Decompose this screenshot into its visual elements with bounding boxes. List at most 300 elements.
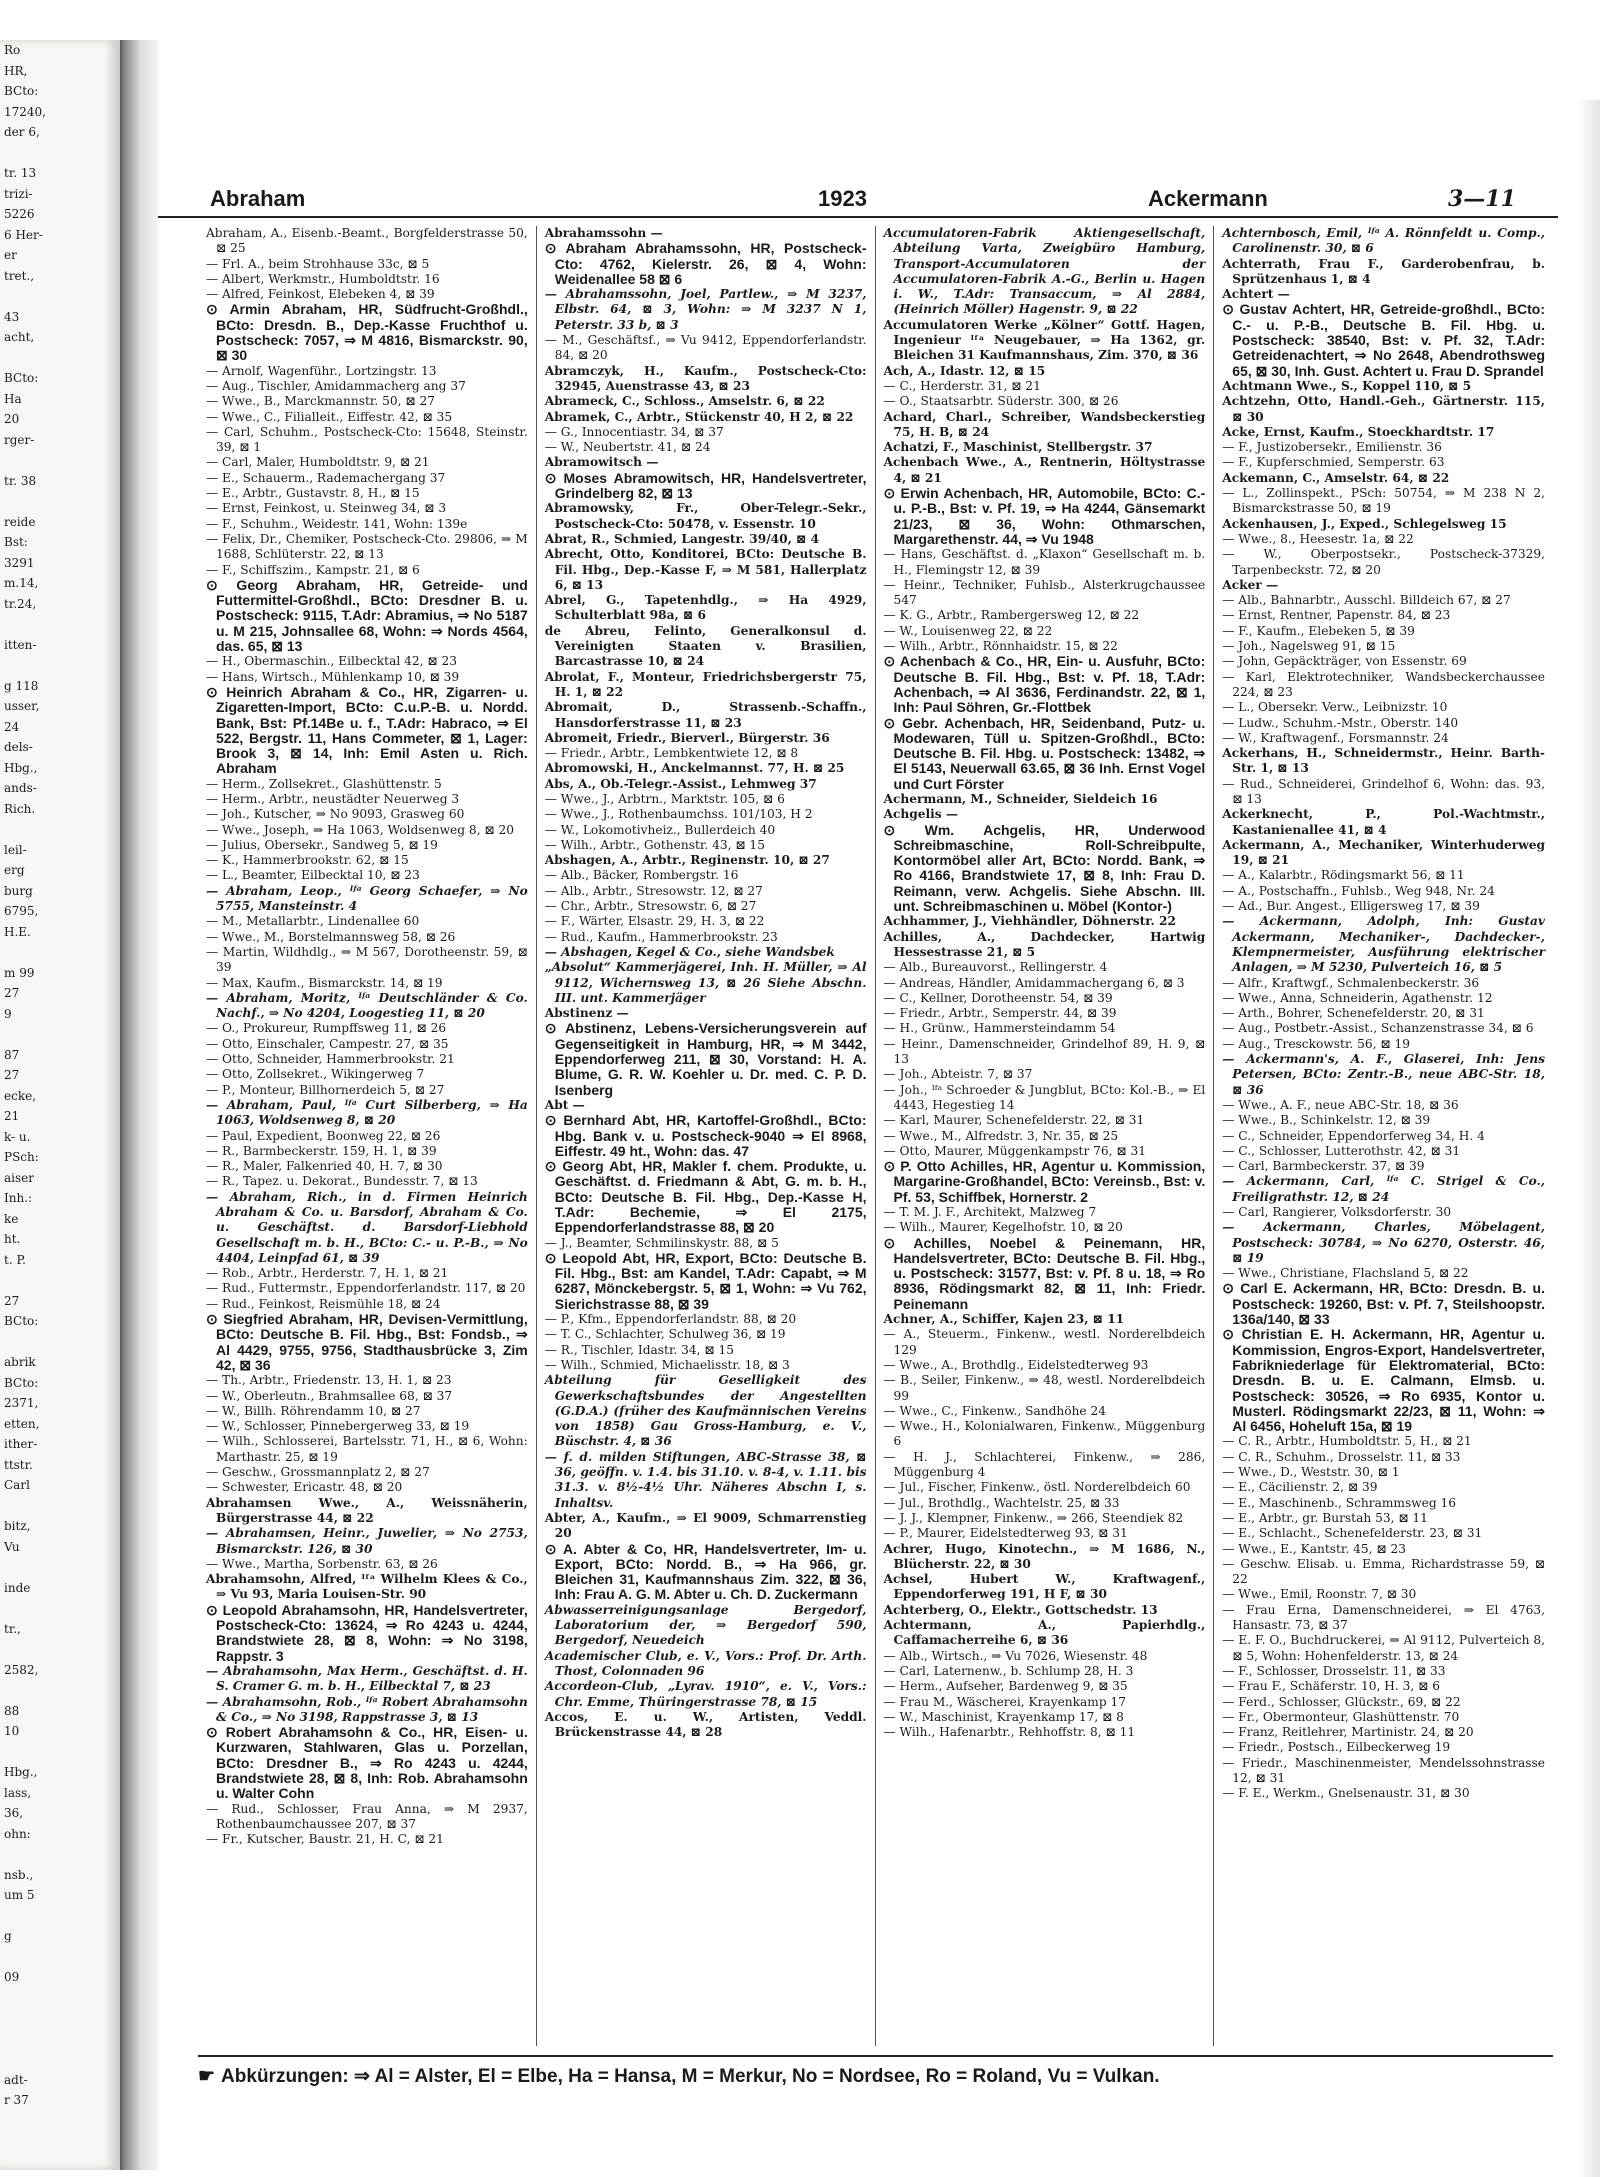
abbreviations-footer — [198, 2055, 1553, 2089]
facing-page-fragment: ohn: — [4, 1826, 31, 1841]
facing-page-fragment: dels- — [4, 740, 33, 754]
directory-entry: Abrolat, F., Monteur, Friedrichsbergerstr 75, H. 1, ⊠ 22 — [544, 669, 867, 699]
directory-entry: Accumulatoren-Fabrik Aktiengesellschaft, Abteilung Varta, Zweigbüro Hamburg, Transport-Accumulatoren der Accumulatoren-Fabrik A.-G., Berlin u. Hagen i. W., T.Adr: Transaccum, ⇒ Al 2884, (Heinrich Möller) Hagenstr. 9, ⊠ 22 — [883, 226, 1206, 317]
directory-entry: — Abrahamsen, Heinr., Juwelier, ⇒ No 2753, Bismarckstr. 126, ⊠ 30 — [206, 1526, 528, 1556]
facing-page-fragment: 21 — [4, 1109, 20, 1123]
directory-entry: — Otto, Einschaler, Campestr. 27, ⊠ 35 — [206, 1036, 449, 1051]
facing-page-fragment — [0, 942, 120, 963]
facing-page-fragment: ke — [4, 1211, 19, 1226]
directory-entry: — Abraham, Rich., in d. Firmen Heinrich Abraham & Co. u. Barsdorf, Abraham & Co. u. Geschäftst. d. Barsdorf-Liebhold Gesellschaft m. b. H., BCto: C.- u. P.-B., ⇒ No 4404, Leinpfad 61, ⊠ 39 — [206, 1189, 528, 1265]
directory-entry: — Herm., Arbtr., neustädter Neuerweg 3 — [206, 791, 460, 806]
directory-entry: — Wwe., J., Rothenbaumchss. 101/103, H 2 — [544, 807, 813, 822]
facing-page-fragment: ht. — [4, 1232, 21, 1246]
directory-entry: — Otto, Schneider, Hammerbrookstr. 21 — [206, 1052, 455, 1067]
directory-entry: — O., Staatsarbtr. Süderstr. 300, ⊠ 26 — [883, 394, 1119, 409]
facing-page-fragment: 27 — [4, 1068, 20, 1082]
directory-entry: — W., Louisenweg 22, ⊠ 22 — [883, 623, 1053, 638]
facing-page-fragment: BCto: — [4, 1375, 39, 1390]
directory-entry: — Friedr., Maschinenmeister, Mendelssohnstrasse 12, ⊠ 31 — [1222, 1755, 1545, 1785]
directory-entry: — Alb., Wirtsch., ⇒ Vu 7026, Wiesenstr. 48 — [883, 1648, 1148, 1663]
directory-entry: Achhammer, J., Viehhändler, Döhnerstr. 22 — [883, 914, 1176, 929]
directory-entry: Abraham, A., Eisenb.-Beamt., Borgfelderstrasse 50, ⊠ 25 — [206, 226, 528, 256]
facing-page-fragment — [0, 1844, 120, 1865]
directory-entry: Abt — — [544, 1097, 585, 1112]
facing-page-fragment: ttstr. — [4, 1457, 33, 1472]
directory-entry: Achsel, Hubert W., Kraftwagenf., Eppendorferweg 191, H F, ⊠ 30 — [883, 1572, 1206, 1602]
directory-entry: — Friedr., Arbtr., Semperstr. 44, ⊠ 39 — [883, 1006, 1117, 1021]
directory-entry: Abromait, D., Strassenb.-Schaffn., Hansdorferstrasse 11, ⊠ 23 — [544, 700, 867, 730]
directory-entry: Abrameck, C., Schloss., Amselstr. 6, ⊠ 22 — [544, 394, 825, 409]
directory-entry: — Fr., Obermonteur, Glashüttenstr. 70 — [1222, 1709, 1460, 1724]
facing-page-fragment: adt- — [4, 2072, 28, 2087]
directory-entry: Abs, A., Ob.-Telegr.-Assist., Lehmweg 37 — [544, 776, 817, 791]
directory-entry: Achard, Charl., Schreiber, Wandsbeckerstieg 75, H. B, ⊠ 24 — [883, 409, 1206, 439]
directory-entry: — Ackermann's, A. F., Glaserei, Inh: Jens Petersen, BCto: Zentr.-B., neue ABC-Str. 18, ⊠ 36 — [1222, 1052, 1545, 1097]
facing-page-fragment — [0, 1598, 120, 1619]
facing-page-fragment: lass, — [4, 1785, 32, 1800]
directory-entry: — f. d. milden Stiftungen, ABC-Strasse 38, ⊠ 36, geöffn. v. 1.4. bis 31.10. v. 8-4, v. 1.11. bis 31.3. v. 8½-4½ Uhr. Näheres Abschn I, s. Inhaltsv. — [544, 1449, 867, 1510]
directory-entry: — Felix, Dr., Chemiker, Postscheck-Cto. 29806, ⇒ M 1688, Schlüterstr. 22, ⊠ 13 — [206, 531, 528, 562]
directory-entry: ⊙ Achilles, Noebel & Peinemann, HR, Handelsvertreter, BCto: Deutsche B. Fil. Hbg., u. Postscheck: 31577, Bst: v. Pf. 8 u. 18, ⇒ Ro 8936, Rödingsmarkt 82, ⊠ 11, Inh: Friedr. Peinemann — [883, 1234, 1206, 1312]
directory-entry: ⊙ Gebr. Achenbach, HR, Seidenband, Putz- u. Modewaren, Tüll u. Spitzen-Großhdl., BCto: Deutsche B. Fil. Hbg. u. Postscheck: 13482, ⇒ El 5143, Neuerwall 63.65, ⊠ 36 Inh. Ernst Vogel und Curt Förster — [883, 714, 1206, 792]
directory-entry: — W., Billh. Röhrendamm 10, ⊠ 27 — [206, 1403, 421, 1418]
column-3 — [876, 226, 1215, 2046]
directory-entry: — A., Kalarbtr., Rödingsmarkt 56, ⊠ 11 — [1222, 868, 1465, 883]
directory-entry: ⊙ Georg Abraham, HR, Getreide- und Futtermittel-Großhdl., BCto: Dresdner B. u. Postscheck: 9115, T.Adr: Abramius, ⇒ No 5187 u. M 215, Johnsallee 68, Wohn: ⇒ Nords 4564, das. 65, ⊠ 13 — [206, 576, 528, 655]
directory-entry: — C., Schneider, Eppendorferweg 34, H. 4 — [1222, 1128, 1485, 1143]
directory-entry: — Joh., Nagelsweg 91, ⊠ 15 — [1222, 639, 1396, 654]
directory-entry: Achner, A., Schiffer, Kajen 23, ⊠ 11 — [883, 1312, 1125, 1327]
directory-entry: ⊙ Leopold Abt, HR, Export, BCto: Deutsche B. Fil. Hbg., Bst: am Kandel, T.Adr: Capabt, ⇒ M 6287, Mönckebergstr. 5, ⊠ 1, Wohn: ⇒ Vu 762, Sierichstrasse 88, ⊠ 39 — [544, 1249, 867, 1312]
directory-entry: — K., Hammerbrookstr. 62, ⊠ 15 — [206, 853, 409, 868]
facing-page-fragment — [0, 1270, 120, 1291]
directory-entry: — Wilh., Maurer, Kegelhofstr. 10, ⊠ 20 — [883, 1220, 1123, 1235]
directory-entry: — Wwe., A., Brothdlg., Eidelstedterweg 93 — [883, 1357, 1149, 1372]
directory-entry: — Martin, Wildhdlg., ⇒ M 567, Dorotheenstr. 59, ⊠ 39 — [206, 944, 528, 975]
directory-entry: — Rud., Kaufm., Hammerbrookstr. 23 — [544, 929, 778, 944]
directory-entry: — Alfr., Kraftwgf., Schmalenbeckerstr. 36 — [1222, 975, 1480, 990]
column-4 — [1214, 226, 1553, 2046]
page-edge — [1578, 100, 1600, 2177]
directory-entry: — W., Oberleutn., Brahmsallee 68, ⊠ 37 — [206, 1388, 453, 1403]
directory-entry: Abromeit, Friedr., Bierverl., Bürgerstr. 36 — [544, 730, 830, 745]
directory-entry: — Wwe., J., Arbtrn., Marktstr. 105, ⊠ 6 — [544, 791, 785, 806]
directory-entry: — Abrahamsohn, Max Herm., Geschäftst. d. H. S. Cramer G. m. b. H., Eilbecktal 7, ⊠ 23 — [206, 1663, 528, 1694]
facing-page-fragment: 09 — [4, 1970, 20, 1984]
directory-entry: Ackermann, A., Mechaniker, Winterhuderweg 19, ⊠ 21 — [1222, 837, 1545, 868]
directory-entry: — A., Postschaffn., Fuhlsb., Weg 948, Nr. 24 — [1222, 883, 1495, 898]
directory-entry: — Wwe., Anna, Schneiderin, Agathenstr. 12 — [1222, 990, 1493, 1005]
directory-entry: — Heinr., Damenschneider, Grindelhof 89, H. 9, ⊠ 13 — [883, 1036, 1206, 1067]
facing-page-fragment — [0, 1742, 120, 1763]
facing-page-fragment: tr. 38 — [4, 473, 37, 488]
facing-page-fragment — [0, 655, 120, 676]
directory-entry: — Geschw. Elisab. u. Emma, Richardstrasse 59, ⊠ 22 — [1222, 1556, 1545, 1587]
header-last-entry: Ackermann — [1148, 186, 1268, 211]
directory-entry: — Aug., Tresckowstr. 56, ⊠ 19 — [1222, 1036, 1411, 1051]
facing-page-fragment: Rich. — [4, 801, 36, 816]
facing-page-fragment — [0, 491, 120, 512]
directory-entry: — Geschw., Grossmannplatz 2, ⊠ 27 — [206, 1465, 430, 1480]
directory-entry: Ackenhausen, J., Exped., Schlegelsweg 15 — [1222, 516, 1507, 531]
facing-page-fragment: g 118 — [4, 678, 39, 693]
directory-entry: — Wwe., M., Borstelmannsweg 58, ⊠ 26 — [206, 929, 456, 944]
directory-entry: Abrat, R., Schmied, Langestr. 39/40, ⊠ 4 — [544, 531, 820, 546]
directory-page — [158, 120, 1578, 2160]
directory-entry: — C. R., Schuhm., Drosselstr. 11, ⊠ 33 — [1222, 1449, 1461, 1464]
directory-entry: — T. C., Schlachter, Schulweg 36, ⊠ 19 — [544, 1327, 786, 1342]
facing-page-fragment: ands- — [4, 781, 37, 795]
directory-entry: Abrahamssohn — — [544, 226, 663, 240]
directory-entry: — Frau Erna, Damenschneiderei, ⇒ El 4763, Hansastr. 73, ⊠ 37 — [1222, 1602, 1545, 1633]
directory-entry: — W., Maschinist, Krayenkamp 17, ⊠ 8 — [883, 1709, 1124, 1724]
facing-page-fragment: 87 — [4, 1047, 20, 1062]
directory-entry: — Abrahamsohn, Rob., ᴵᶠᵃ Robert Abrahamsohn & Co., ⇒ No 3198, Rappstrasse 3, ⊠ 13 — [206, 1694, 528, 1724]
facing-page-fragment: aiser — [4, 1170, 34, 1185]
facing-page-fragment: er — [4, 248, 17, 262]
directory-entry: — Wwe., C., Filialleit., Eiffestr. 42, ⊠ 35 — [206, 409, 453, 424]
directory-entry: ⊙ Wm. Achgelis, HR, Underwood Schreibmaschine, Roll-Schreibpulte, Kontormöbel aller Art, BCto: Nordd. Bank, ⇒ Ro 4166, Brandstwiete 17, ⊠ 8, Inh: Frau D. Reimann, verw. Achgelis. Siehe Abschn. III. unt. Schreibmaschinen u. Möbel (Kontor-) — [883, 821, 1206, 915]
facing-page-fragment: erg — [4, 863, 25, 877]
directory-entry: — Abshagen, Kegel & Co., siehe Wandsbek — [544, 944, 835, 959]
directory-entry: — R., Barmbeckerstr. 159, H. 1, ⊠ 39 — [206, 1143, 437, 1158]
directory-entry: — Wwe., E., Kantstr. 45, ⊠ 23 — [1222, 1541, 1406, 1556]
facing-page-fragment: 6795, — [4, 904, 39, 918]
directory-entry: — J. J., Klempner, Finkenw., ⇒ 266, Steendiek 82 — [883, 1510, 1184, 1525]
directory-entry: — E., Schlacht., Schenefelderstr. 23, ⊠ 31 — [1222, 1526, 1483, 1541]
facing-page-fragment: tr.24, — [4, 596, 37, 611]
directory-entry: Ackemann, C., Amselstr. 64, ⊠ 22 — [1222, 470, 1450, 485]
facing-page-fragment: itten- — [4, 637, 37, 652]
facing-page-fragment: ither- — [4, 1437, 38, 1451]
directory-entry: — John, Gepäckträger, von Essenstr. 69 — [1222, 654, 1467, 669]
directory-entry: — Wwe., H., Kolonialwaren, Finkenw., Müggenburg 6 — [883, 1419, 1206, 1449]
directory-entry: Achterberg, O., Elektr., Gottschedstr. 13 — [883, 1602, 1158, 1617]
directory-entry: — Franz, Reitlehrer, Martinistr. 24, ⊠ 20 — [1222, 1725, 1474, 1740]
directory-entry: — L., Beamter, Eilbecktal 10, ⊠ 23 — [206, 868, 420, 883]
facing-page-fragment: t. P. — [4, 1252, 26, 1267]
directory-entry: — Rob., Arbtr., Herderstr. 7, H. 1, ⊠ 21 — [206, 1266, 449, 1281]
directory-entry: — G., Innocentiastr. 34, ⊠ 37 — [544, 424, 724, 439]
directory-entry: — E., Arbtr., gr. Burstah 53, ⊠ 11 — [1222, 1510, 1428, 1525]
facing-page-fragment: 5226 — [4, 207, 35, 221]
facing-page-fragment: PSch: — [4, 1150, 39, 1164]
directory-entry: ⊙ Armin Abraham, HR, Südfrucht-Großhdl., BCto: Dresdn. B., Dep.-Kasse Fruchthof u. Postscheck: 7057, ⇒ M 4816, Bismarckstr. 90, ⊠ 30 — [206, 301, 528, 364]
directory-entry: — L., Obersekr. Verw., Leibnizstr. 10 — [1222, 700, 1448, 715]
directory-entry: — Chr., Arbtr., Stresowstr. 6, ⊠ 27 — [544, 899, 757, 914]
directory-entry: — Frau M., Wäscherei, Krayenkamp 17 — [883, 1694, 1127, 1709]
directory-entry: Abshagen, A., Arbtr., Reginenstr. 10, ⊠ 27 — [544, 853, 830, 868]
facing-page-fragment: der 6, — [4, 125, 40, 139]
facing-page-fragment: um 5 — [4, 1888, 35, 1902]
directory-entry: — F., Schlosser, Drosselstr. 11, ⊠ 33 — [1222, 1663, 1446, 1678]
directory-entry: — Wwe., B., Schinkelstr. 12, ⊠ 39 — [1222, 1113, 1431, 1128]
directory-entry: Abramowsky, Fr., Ober-Telegr.-Sekr., Postscheck-Cto: 50478, v. Essenstr. 10 — [544, 501, 867, 531]
facing-page-fragment: tret., — [4, 268, 35, 283]
facing-page-fragment — [0, 1906, 120, 1927]
directory-entry: — Max, Kaufm., Bismarckstr. 14, ⊠ 19 — [206, 975, 443, 990]
facing-page-strip — [0, 40, 123, 2170]
directory-entry: — E., Maschinenb., Schrammsweg 16 — [1222, 1495, 1457, 1510]
directory-entry: de Abreu, Felinto, Generalkonsul d. Vereinigten Staaten v. Brasilien, Barcastrasse 10, ⊠ 24 — [544, 623, 867, 669]
facing-page-fragment: 9 — [4, 1006, 12, 1021]
facing-page-fragment: leil- — [4, 842, 27, 857]
facing-page-fragment: acht, — [4, 330, 35, 344]
directory-entry: Achternbosch, Emil, ᴵᶠᵃ A. Rönnfeldt u. Comp., Carolinenstr. 30, ⊠ 6 — [1222, 226, 1545, 256]
directory-entry: — Carl, Maler, Humboldtstr. 9, ⊠ 21 — [206, 455, 430, 470]
directory-entry: Abteilung für Geselligkeit des Gewerkschaftsbundes der Angestellten (G.D.A.) (früher des Kaufmännischen Vereins von 1858) Gau Gross-Hamburg, e. V., Büschstr. 4, ⊠ 36 — [544, 1373, 867, 1449]
directory-entry: — H., Obermaschin., Eilbecktal 42, ⊠ 23 — [206, 654, 457, 669]
facing-page-fragment: 43 — [4, 309, 20, 324]
facing-page-fragment — [0, 1988, 120, 2009]
directory-entry: „Absolut“ Kammerjägerei, Inh. H. Müller, ⇒ Al 9112, Wichernsweg 13, ⊠ 26 Siehe Abschn. III. unt. Kammerjäger — [544, 960, 867, 1005]
directory-entry: — C., Herderstr. 31, ⊠ 21 — [883, 378, 1041, 393]
directory-entry: — Hans, Wirtsch., Mühlenkamp 10, ⊠ 39 — [206, 669, 460, 684]
directory-entry: — F., Schiffszim., Kampstr. 21, ⊠ 6 — [206, 562, 420, 577]
facing-page-fragment: Hbg., — [4, 760, 38, 775]
directory-entry: ⊙ Heinrich Abraham & Co., HR, Zigarren- u. Zigaretten-Import, BCto: C.u.P.-B. u. Nordd. Bank, Bst: Pf.14Be u. f., T.Adr: Habraco, ⇒ El 522, Bergstr. 11, Hans Commeter, ⊠ 1, Lager: Brook 3, ⊠ 14, Inh: Emil Asten u. Rich. Abraham — [206, 683, 528, 777]
directory-entry: — R., Tapez. u. Dekorat., Bundesstr. 7, ⊠ 13 — [206, 1174, 478, 1189]
directory-entry: ⊙ Robert Abrahamsohn & Co., HR, Eisen- u. Kurzwaren, Stahlwaren, Glas u. Porzellan, BCto: Dresdner B., ⇒ Ro 4243 u. 4244, Brandstwiete 28, ⊠ 8, Inh: Rob. Abrahamsohn u. Walter Cohn — [206, 1724, 528, 1802]
directory-entry: Achterrath, Frau F., Garderobenfrau, b. Sprützenhaus 1, ⊠ 4 — [1222, 256, 1545, 286]
facing-page-fragment: 36, — [4, 1806, 24, 1820]
directory-entry: Abrel, G., Tapetenhdlg., ⇒ Ha 4929, Schulterblatt 98a, ⊠ 6 — [544, 593, 867, 623]
directory-entry: — Alb., Bureauvorst., Rellingerstr. 4 — [883, 960, 1108, 975]
directory-entry: — Abrahamssohn, Joel, Partlew., ⇒ M 3237, Elbstr. 64, ⊠ 3, Wohn: ⇒ M 3237 N 1, Peterstr. 33 b, ⊠ 3 — [544, 287, 867, 332]
directory-entry: — Fr., Kutscher, Baustr. 21, H. C, ⊠ 21 — [206, 1832, 444, 1847]
directory-entry: — Jul., Brothdlg., Wachtelstr. 25, ⊠ 33 — [883, 1495, 1120, 1510]
facing-page-fragment: Inh.: — [4, 1191, 33, 1205]
facing-page-fragment: 88 — [4, 1703, 20, 1718]
book-gutter — [120, 40, 158, 2170]
facing-page-fragment: inde — [4, 1580, 31, 1595]
directory-entry: ⊙ Erwin Achenbach, HR, Automobile, BCto: C.-u. P.-B., Bst: v. Pf. 19, ⇒ Ha 4244, Gänsemarkt 21/23, ⊠ 36, Wohn: Othmarschen, Margarethenstr. 44, ⇒ Vu 1948 — [883, 485, 1206, 547]
directory-entry: — Otto, Maurer, Müggenkampstr 76, ⊠ 31 — [883, 1143, 1147, 1158]
directory-entry: Acke, Ernst, Kaufm., Stoeckhardtstr. 17 — [1222, 424, 1495, 439]
facing-page-fragment — [0, 1557, 120, 1578]
header-year: 1923 — [818, 186, 867, 211]
facing-page-fragment: 6 Her- — [4, 227, 43, 242]
running-header — [158, 182, 1558, 218]
directory-entry: — W., Neubertstr. 41, ⊠ 24 — [544, 440, 711, 455]
directory-entry: Abrahamsen Wwe., A., Weissnäherin, Bürgerstrasse 44, ⊠ 22 — [206, 1495, 528, 1525]
directory-entry: — Schwester, Ericastr. 48, ⊠ 20 — [206, 1480, 403, 1495]
directory-entry: — Karl, Maurer, Schenefelderstr. 22, ⊠ 31 — [883, 1113, 1145, 1128]
facing-page-fragment: 27 — [4, 1293, 20, 1308]
directory-entry: Achtzehn, Otto, Handl.-Geh., Gärtnerstr. 115, ⊠ 30 — [1222, 394, 1545, 424]
facing-page-fragment: 17240, — [4, 104, 46, 119]
facing-page-fragment: 27 — [4, 986, 20, 1000]
directory-entry: — Wwe., Joseph, ⇒ Ha 1063, Woldsenweg 8, ⊠ 20 — [206, 822, 515, 837]
directory-entry: — Joh., Abteistr. 7, ⊠ 37 — [883, 1067, 1033, 1082]
directory-entry: — K. G., Arbtr., Rambergersweg 12, ⊠ 22 — [883, 608, 1140, 623]
directory-entry: — Carl, Schuhm., Postscheck-Cto: 15648, Steinstr. 39, ⊠ 1 — [206, 424, 528, 455]
directory-entry: — W., Schlosser, Pinnebergerweg 33, ⊠ 19 — [206, 1419, 470, 1434]
facing-page-fragment — [0, 348, 120, 369]
directory-entry: — Carl, Laternenw., b. Schlump 28, H. 3 — [883, 1663, 1134, 1678]
directory-entry: — Wilh., Schlosserei, Bartelsstr. 71, H., ⊠ 6, Wohn: Marthastr. 25, ⊠ 19 — [206, 1434, 528, 1464]
directory-entry: — Abraham, Moritz, ᴵᶠᵃ Deutschländer & Co. Nachf., ⇒ No 4204, Loogestieg 11, ⊠ 20 — [206, 990, 528, 1021]
directory-entry: Abstinenz — — [544, 1006, 629, 1021]
facing-page-fragment: trizi- — [4, 186, 33, 201]
column-1 — [198, 226, 537, 2046]
directory-entry: Achermann, M., Schneider, Sieldeich 16 — [883, 791, 1158, 806]
directory-entry: — J., Beamter, Schmilinskystr. 88, ⊠ 5 — [544, 1235, 779, 1250]
directory-entry: — Ernst, Rentner, Papenstr. 84, ⊠ 23 — [1222, 608, 1451, 623]
directory-entry: Achatzi, F., Maschinist, Stellbergstr. 37 — [883, 440, 1153, 455]
directory-entry: — Rud., Schneiderei, Grindelhof 6, Wohn: das. 93, ⊠ 13 — [1222, 776, 1545, 806]
directory-entry: Abromowski, H., Anckelmannst. 77, H. ⊠ 25 — [544, 761, 845, 776]
directory-entry: ⊙ A. Abter & Co, HR, Handelsvertreter, Im- u. Export, BCto: Nordd. B., ⇒ Ha 966, gr. Bleichen 31, Kaufmannshaus Zim. 322, ⊠ 36, Inh: Frau A. G. M. Abter u. Ch. D. Zuckermann — [544, 1540, 867, 1603]
facing-page-fragment: rger- — [4, 432, 35, 447]
facing-page-fragment — [0, 143, 120, 164]
directory-entry: — Ackermann, Charles, Möbelagent, Postscheck: 30784, ⇒ No 6270, Osterstr. 46, ⊠ 19 — [1222, 1220, 1545, 1265]
facing-page-fragment: H.E. — [4, 924, 31, 939]
directory-entry: — Frau F., Schäferstr. 10, H. 3, ⊠ 6 — [1222, 1679, 1440, 1694]
directory-entry: ⊙ Christian E. H. Ackermann, HR, Agentur u. Kommission, Engros-Export, Handelsvertreter, Fabrikniederlage für Elektromaterial, BCto: Dresdn. B. u. E. Calmann, Elmsb. u. Postscheck: 30526, ⇒ Ro 6935, Kontor u. Musterl. Rödingsmarkt 22/23, ⊠ 11, Wohn: ⇒ Al 6456, Hoheluft 15a, ⊠ 19 — [1222, 1326, 1545, 1435]
directory-entry: Abrahamsohn, Alfred, ᴵᶠᵃ Wilhelm Klees & Co., ⇒ Vu 93, Maria Louisen-Str. 90 — [206, 1572, 528, 1602]
directory-entry: — Wwe., Christiane, Flachsland 5, ⊠ 22 — [1222, 1266, 1469, 1281]
directory-entry: — Aug., Postbetr.-Assist., Schanzenstrasse 34, ⊠ 6 — [1222, 1021, 1534, 1036]
directory-entry: — W., Kraftwagenf., Forsmannstr. 24 — [1222, 730, 1449, 745]
facing-page-fragment: Hbg., — [4, 1765, 38, 1779]
directory-entry: — Herm., Aufseher, Bardenweg 9, ⊠ 35 — [883, 1679, 1128, 1694]
facing-page-fragment: BCto: — [4, 371, 39, 385]
directory-entry: — Wwe., Emil, Roonstr. 7, ⊠ 30 — [1222, 1587, 1417, 1602]
directory-entry: — H., Grünw., Hammersteindamm 54 — [883, 1021, 1116, 1036]
directory-entry: Achtermann, A., Papierhdlg., Caffamacherreihe 6, ⊠ 36 — [883, 1618, 1206, 1648]
facing-page-fragment — [0, 1639, 120, 1660]
facing-page-fragment: 24 — [4, 719, 20, 734]
directory-entry: Abramczyk, H., Kaufm., Postscheck-Cto: 32945, Auenstrasse 43, ⊠ 23 — [544, 363, 867, 393]
directory-entry: — Alb., Bäcker, Rombergstr. 16 — [544, 868, 739, 883]
directory-entry: — Rud., Feinkost, Reismühle 18, ⊠ 24 — [206, 1296, 441, 1311]
directory-entry: — O., Prokureur, Rumpffsweg 11, ⊠ 26 — [206, 1021, 447, 1036]
directory-entry: — Alb., Bahnarbtr., Ausschl. Billdeich 67, ⊠ 27 — [1222, 593, 1511, 608]
facing-page-fragment — [0, 2008, 120, 2029]
directory-entry: — C. R., Arbtr., Humboldtstr. 5, H., ⊠ 21 — [1222, 1434, 1472, 1449]
directory-entry: — Wwe., C., Finkenw., Sandhöhe 24 — [883, 1403, 1107, 1418]
facing-page-fragment: reide — [4, 514, 36, 529]
directory-entry: Ackerknecht, P., Pol.-Wachtmstr., Kastanienallee 41, ⊠ 4 — [1222, 807, 1545, 837]
entry-columns — [198, 226, 1553, 2046]
directory-entry: — Julius, Obersekr., Sandweg 5, ⊠ 19 — [206, 837, 438, 852]
directory-entry: Ach, A., Idastr. 12, ⊠ 15 — [883, 363, 1046, 378]
facing-page-fragment: burg — [4, 883, 33, 898]
directory-entry: — L., Zollinspekt., PSch: 50754, ⇒ M 238 N 2, Bismarckstrasse 50, ⊠ 19 — [1222, 486, 1545, 516]
directory-entry: — Frl. A., beim Strohhause 33c, ⊠ 5 — [206, 256, 430, 271]
directory-entry: — Aug., Tischler, Amidammacherg ang 37 — [206, 378, 466, 393]
facing-page-fragment: tr. 13 — [4, 166, 37, 180]
directory-entry: — Otto, Zollsekret., Wikingerweg 7 — [206, 1067, 425, 1082]
directory-entry: — F., Kupferschmied, Semperstr. 63 — [1222, 455, 1445, 470]
directory-entry: Achenbach Wwe., A., Rentnerin, Höltystrasse 4, ⊠ 21 — [883, 455, 1206, 485]
directory-entry: — Alfred, Feinkost, Elebeken 4, ⊠ 39 — [206, 287, 435, 302]
directory-entry: — Wwe., A. F., neue ABC-Str. 18, ⊠ 36 — [1222, 1097, 1459, 1112]
directory-entry: — M., Metallarbtr., Lindenallee 60 — [206, 914, 420, 929]
directory-entry: — R., Maler, Falkenried 40, H. 7, ⊠ 30 — [206, 1159, 443, 1174]
facing-page-fragment: BCto: — [4, 84, 39, 98]
facing-page-fragment — [0, 1496, 120, 1517]
directory-entry: — Rud., Futtermstr., Eppendorferlandstr. 117, ⊠ 20 — [206, 1281, 526, 1296]
directory-entry: ⊙ Abraham Abrahamssohn, HR, Postscheck-Cto: 4762, Kielerstr. 26, ⊠ 4, Wohn: Weidenallee 58 ⊠ 6 — [544, 240, 867, 287]
directory-entry: — Joh., Kutscher, ⇒ No 9093, Grasweg 60 — [206, 807, 465, 822]
directory-entry: ⊙ Bernhard Abt, HR, Kartoffel-Großhdl., BCto: Hbg. Bank v. u. Postscheck-9040 ⇒ El 8968, Eiffestr. 49 ht., Wohn: das. 47 — [544, 1112, 867, 1159]
directory-entry: Achilles, A., Dachdecker, Hartwig Hessestrasse 21, ⊠ 5 — [883, 929, 1206, 959]
column-2 — [537, 226, 876, 2046]
facing-page-fragment — [0, 1947, 120, 1968]
directory-entry: Ackerhans, H., Schneidermstr., Heinr. Barth-Str. 1, ⊠ 13 — [1222, 746, 1545, 776]
directory-entry: ⊙ Gustav Achtert, HR, Getreide-großhdl., BCto: C.- u. P.-B., Deutsche B. Fil. Hbg. u. Postscheck: 38540, Bst: v. Pf. 32, T.Adr: Getreidenachtert, ⇒ No 2648, Abendrothsweg 65, ⊠ 30, Inh. Gust. Achtert u. Frau D. Sprandel — [1222, 301, 1545, 379]
directory-entry: — M., Geschäftsf., ⇒ Vu 9412, Eppendorferlandstr. 84, ⊠ 20 — [544, 333, 867, 363]
directory-entry: Abramowitsch — — [544, 455, 659, 470]
facing-page-fragment: k- u. — [4, 1129, 31, 1144]
facing-page-fragment — [0, 1332, 120, 1353]
facing-page-fragment: HR, — [4, 63, 28, 78]
facing-page-fragment: 10 — [4, 1724, 20, 1738]
directory-entry: — E., Cäcilienstr. 2, ⊠ 39 — [1222, 1480, 1378, 1495]
directory-entry: — F., Wärter, Elsastr. 29, H. 3, ⊠ 22 — [544, 914, 765, 929]
directory-entry: — P., Kfm., Eppendorferlandstr. 88, ⊠ 20 — [544, 1312, 797, 1327]
facing-page-fragment: 20 — [4, 412, 20, 426]
directory-entry: — Ackermann, Adolph, Inh: Gustav Ackermann, Mechaniker-, Dachdecker-, Klempnermeister, Ausführung elektrischer Anlagen, ⇒ M 5230, Pulverteich 16, ⊠ 5 — [1222, 914, 1545, 975]
directory-entry: Achrer, Hugo, Kinotechn., ⇒ M 1686, N., Blücherstr. 22, ⊠ 30 — [883, 1541, 1206, 1571]
directory-entry: — Wwe., D., Weststr. 30, ⊠ 1 — [1222, 1465, 1400, 1480]
directory-entry: — Friedr., Postsch., Eilbeckerweg 19 — [1222, 1740, 1451, 1755]
facing-page-fragment — [0, 450, 120, 471]
directory-entry: — T. M. J. F., Architekt, Malzweg 7 — [883, 1205, 1097, 1219]
facing-page-fragment: Ro — [4, 43, 21, 57]
directory-entry: — Carl, Rangierer, Volksdorferstr. 30 — [1222, 1205, 1452, 1219]
directory-entry: — B., Seiler, Finkenw., ⇒ 48, westl. Norderelbdeich 99 — [883, 1373, 1206, 1403]
directory-entry: — Arth., Bohrer, Schenefelderstr. 20, ⊠ 31 — [1222, 1006, 1485, 1021]
facing-page-fragment: abrik — [4, 1355, 36, 1369]
facing-page-fragment: 2371, — [4, 1396, 39, 1410]
facing-page-fragment: 2582, — [4, 1662, 39, 1677]
directory-entry: Achgelis — — [883, 807, 959, 822]
page-number: 3—11 — [1448, 186, 1516, 212]
facing-page-fragment: g — [4, 1929, 12, 1943]
facing-page-fragment: Ha — [4, 391, 22, 406]
directory-entry: Acker — — [1222, 577, 1279, 592]
facing-page-fragment: Carl — [4, 1478, 30, 1492]
facing-page-fragment: r 37 — [4, 2093, 29, 2107]
directory-entry: — Albert, Werkmstr., Humboldtstr. 16 — [206, 271, 440, 286]
directory-entry: — Andreas, Händler, Amidammachergang 6, ⊠ 3 — [883, 975, 1185, 990]
facing-page-fragment — [0, 2029, 120, 2050]
facing-page-fragment: tr., — [4, 1621, 21, 1636]
directory-entry: — Wilh., Arbtr., Gothenstr. 43, ⊠ 15 — [544, 837, 765, 852]
directory-entry: ⊙ Georg Abt, HR, Makler f. chem. Produkte, u. Geschäftst. d. Friedmann & Abt, G. m. b. H., BCto: Deutsche B. Fil. Hbg., Dep.-Kasse H, T.Adr: Bechemie, ⇒ El 2175, Eppendorferlandstrasse 88, ⊠ 20 — [544, 1158, 867, 1236]
directory-entry: — Wilh., Hafenarbtr., Rehhoffstr. 8, ⊠ 11 — [883, 1725, 1136, 1740]
directory-entry: Abter, A., Kaufm., ⇒ El 9009, Schmarrenstieg 20 — [544, 1510, 867, 1541]
directory-entry: — W., Lokomotivheiz., Bullerdeich 40 — [544, 822, 776, 837]
directory-entry: — Paul, Expedient, Boonweg 22, ⊠ 26 — [206, 1128, 441, 1143]
directory-entry: — Rud., Schlosser, Frau Anna, ⇒ M 2937, Rothenbaumchaussee 207, ⊠ 37 — [206, 1801, 528, 1831]
directory-entry: Accumulatoren Werke „Kölner“ Gottf. Hagen, Ingenieur ᴵᶠᵃ Neugebauer, ⇒ Ha 1362, gr. Bleichen 31 Kaufmannshaus, Zim. 370, ⊠ 36 — [883, 317, 1206, 363]
directory-entry: Abramek, C., Arbtr., Stückenstr 40, H 2, ⊠ 22 — [544, 409, 854, 424]
header-first-entry: Abraham — [210, 186, 306, 211]
facing-page-fragment: ecke, — [4, 1088, 37, 1103]
directory-entry: — Karl, Elektrotechniker, Wandsbeckerchaussee 224, ⊠ 23 — [1222, 669, 1545, 699]
directory-entry: — R., Tischler, Idastr. 34, ⊠ 15 — [544, 1342, 735, 1357]
facing-page-fragment — [0, 819, 120, 840]
directory-entry: ⊙ Carl E. Ackermann, HR, BCto: Dresdn. B. u. Postscheck: 19260, Bst: v. Pf. 7, Steilshoopstr. 136a/140, ⊠ 33 — [1222, 1280, 1545, 1328]
directory-entry: Achtert — — [1222, 287, 1290, 302]
directory-entry: — Herm., Zollsekret., Glashüttenstr. 5 — [206, 776, 442, 791]
abbreviations-text: Abkürzungen: ⇒ Al = Alster, El = Elbe, Ha = Hansa, M = Merkur, No = Nordsee, Ro = Roland, Vu = Vulkan. — [221, 2066, 1160, 2087]
pointing-hand-icon: ☛ — [198, 2066, 216, 2087]
